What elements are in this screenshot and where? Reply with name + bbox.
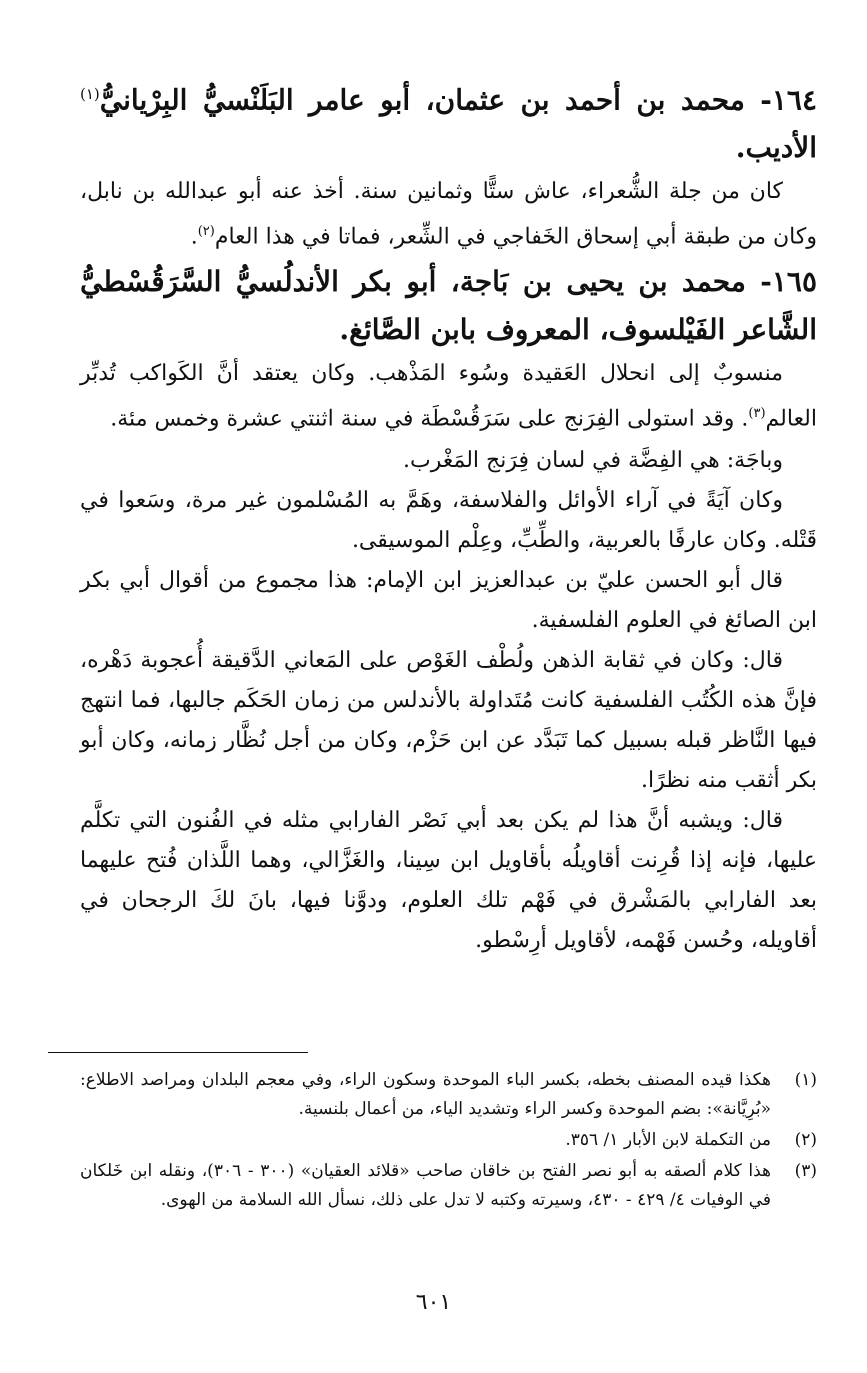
footnote-ref-1: (١) [80,85,100,103]
footnote-marker: (٢) [794,1130,817,1150]
entry-heading-text: ١٦٤- محمد بن أحمد بن عثمان، أبو عامر البَلَنْسيُّ البِرْيانيُّ [99,83,817,117]
entry-heading-164 [80,70,817,172]
footnote-text: هكذا قيده المصنف بخطه، بكسر الباء الموحدة وسكون الراء، وفي معجم البلدان ومراصد الاطلاع: «بُرِيَّانة»: بضم الموحدة وكسر الراء وتشديد الياء، من أعمال بلنسية. [80,1070,771,1119]
footnote-3 [80,1157,817,1215]
footnote-1 [80,1066,817,1124]
footnote-text: من التكملة لابن الأبار ١/ ٣٥٦. [565,1130,771,1150]
paragraph: قال: ويشبه أنَّ هذا لم يكن بعد أبي نَصْر الفارابي مثله في الفُنون التي تكلَّم عليها، فإنه إذا قُرِنت أقاويلُه بأقاويل ابن سِينا، والغَزَّالي، وهما اللَّذان فُتح عليهما بعد الفارابي بالمَشْرق في فَهْم تلك العلوم، ودوَّنا فيها، بانَ لكَ الرجحان في أقاويله، وحُسن فَهْمه، لأقاويل أرِسْطو. [80,807,817,953]
paragraph: قال: وكان في ثقابة الذهن ولُطْف الغَوْص على المَعاني الدَّقيقة أُعجوبة دَهْره، فإنَّ هذه الكُتُب الفلسفية كانت مُتَداولة بالأندلس من زمان الحَكَم جالبها، فما انتهج فيها النَّاظر قبله بسبيل كما تَبَدَّد عن ابن حَزْم، وكان من أجل نُظَّار زمانه، وكان أبو بكر أثقب منه نظرًا. [80,647,817,793]
footnote-2 [80,1126,817,1155]
paragraph: قال أبو الحسن عليّ بن عبدالعزيز ابن الإمام: هذا مجموع من أقوال أبي بكر ابن الصائغ في العلوم الفلسفية. [80,567,817,633]
paragraph: وباجَة: هي الفِضَّة في لسان فِرَنج المَغْرب. [403,447,783,473]
footnote-separator [48,1052,308,1053]
footnotes [80,1066,817,1217]
page-number: ٦٠١ [415,1290,452,1315]
paragraph: وكان آيَةً في آراء الأوائل والفلاسفة، وهَمَّ به المُسْلمون غير مرة، وسَعوا في قَتْله. وكان عارفًا بالعربية، والطِّبِّ، وعِلْم الموسيقى. [80,487,817,553]
paragraph-text: كان من جلة الشُّعراء، عاش ستًّا وثمانين سنة. أخذ عنه أبو عبدالله بن نابل، وكان من طبقة أبي إسحاق الخَفاجي في الشِّعر، فماتا في هذا العام [80,179,817,250]
footnote-ref-3: (٣) [748,405,766,421]
entry-heading-165 [80,258,817,354]
footnote-ref-2: (٢) [197,224,215,240]
paragraph-text: منسوبٌ إلى انحلال العَقيدة وسُوء المَذْهب. وكان يعتقد أنَّ الكَواكب تُدبِّر العالم [80,360,817,431]
paragraph [80,172,817,257]
footnote-marker: (١) [794,1070,817,1090]
paragraph [80,354,817,439]
paragraph-tail: . وقد استولى الفِرَنج على سَرَقُسْطَة في سنة اثنتي عشرة وخمس مئة. [110,405,749,431]
paragraph-tail: . [190,224,198,250]
footnote-text: هذا كلام ألصقه به أبو نصر الفتح بن خاقان صاحب «قلائد العقيان» (٣٠٠ - ٣٠٦)، ونقله ابن خَلكان في الوفيات ٤/ ٤٢٩ - ٤٣٠، وسيرته وكتبه لا تدل على ذلك، نسأل الله السلامة من الهوى. [80,1161,771,1210]
entry-heading-text: ١٦٥- محمد بن يحيى بن بَاجة، أبو بكر الأندلُسيُّ السَّرَقُسْطيُّ الشَّاعر الفَيْلسوف، المعروف بابن الصَّائغ. [80,264,817,346]
footnote-marker: (٣) [794,1161,817,1181]
entry-heading-tail: الأديب. [735,131,817,165]
